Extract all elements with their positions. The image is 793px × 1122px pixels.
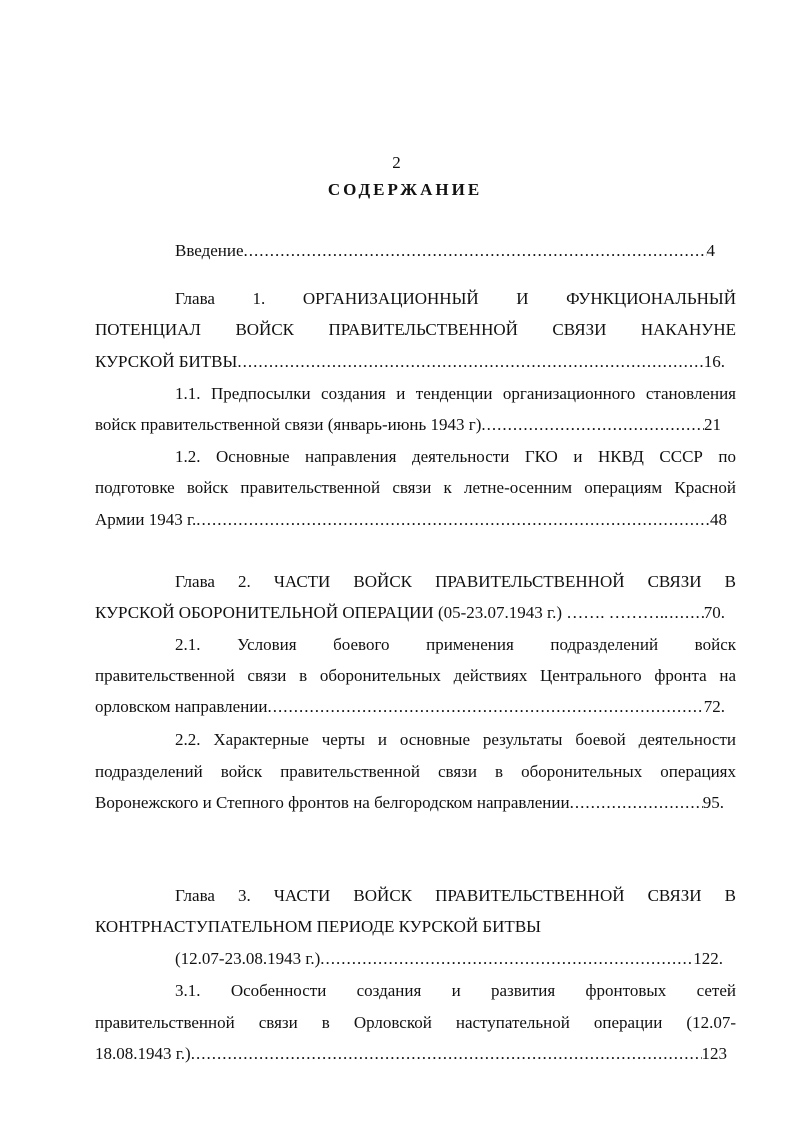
toc-chapter-3-line-2: КОНТРНАСТУПАТЕЛЬНОМ ПЕРИОДЕ КУРСКОЙ БИТВЫ [95,917,541,936]
toc-leader-dots [481,415,704,435]
toc-section-2-2-line-2: подразделений войск правительственной связи в оборонительных операциях [95,762,736,781]
toc-entry-page: 123 [701,1044,727,1063]
toc-section-2-1-line-2: правительственной связи в оборонительных действиях Центрального фронта на [95,666,736,685]
toc-entry-text: Воронежского и Степного фронтов на белгородском направлении [95,793,570,812]
toc-section-1-2-line-1: 1.2. Основные направления деятельности ГКО и НКВД СССР по [175,447,736,466]
toc-chapter-2-line-1: Глава 2. ЧАСТИ ВОЙСК ПРАВИТЕЛЬСТВЕННОЙ СВЯЗИ В [175,572,736,591]
toc-entry-page: 16. [703,352,725,371]
toc-section-2-2-line-1: 2.2. Характерные черты и основные результаты боевой деятельности [175,730,736,749]
toc-entry-text: 18.08.1943 г.) [95,1044,191,1063]
toc-chapter-1-line-1: Глава 1. ОРГАНИЗАЦИОННЫЙ И ФУНКЦИОНАЛЬНЫЙ [175,289,736,308]
toc-leader-dots [191,1044,702,1064]
toc-section-3-1-line-1: 3.1. Особенности создания и развития фронтовых сетей [175,981,736,1000]
toc-entry-page: 70. [703,603,725,622]
toc-entry-text: Введение [175,241,244,260]
toc-chapter-1-line-2: ПОТЕНЦИАЛ ВОЙСК ПРАВИТЕЛЬСТВЕННОЙ СВЯЗИ НАКАНУНЕ [95,320,736,339]
toc-entry-text: (12.07-23.08.1943 г.) [175,949,321,968]
toc-leader-dots [196,510,710,530]
toc-entry-page: 95. [702,793,724,812]
toc-section-3-1-line-3 [95,1044,727,1064]
toc-entry-text: Армии 1943 г. [95,510,197,529]
toc-leader-dots [237,352,703,372]
toc-leader-dots [268,697,704,717]
toc-section-1-2-line-3 [95,510,727,530]
toc-section-1-2-line-2: подготовке войск правительственной связи к летне-осенним операциям Красной [95,478,736,497]
toc-leader-dots [244,241,707,261]
toc-chapter-3-line-1: Глава 3. ЧАСТИ ВОЙСК ПРАВИТЕЛЬСТВЕННОЙ СВЯЗИ В [175,886,736,905]
toc-chapter-3-line-3 [175,949,723,969]
toc-section-2-1-line-3 [95,697,725,717]
toc-section-1-1-line-2 [95,415,721,435]
toc-entry-text: КУРСКОЙ ОБОРОНИТЕЛЬНОЙ ОПЕРАЦИИ (05-23.07.1943 г.) ……. ………. [95,603,664,622]
toc-entry-page: 122. [693,949,723,968]
toc-chapter-2-line-2 [95,603,725,623]
toc-entry-text: КУРСКОЙ БИТВЫ [95,352,238,371]
toc-entry-page: 48 [710,510,727,529]
toc-section-1-1-line-1: 1.1. Предпосылки создания и тенденции организационного становления [175,384,736,403]
toc-leader-dots [320,949,693,969]
toc-leader-dots [570,793,703,813]
toc-leader-dots [664,603,704,623]
toc-section-3-1-line-2: правительственной связи в Орловской наступательной операции (12.07- [95,1013,736,1032]
toc-section-2-1-line-1: 2.1. Условия боевого применения подразделений войск [175,635,736,654]
toc-entry-text: войск правительственной связи (январь-июнь 1943 г) [95,415,482,434]
toc-chapter-1-line-3 [95,352,735,372]
toc-entry-intro [175,241,715,261]
page-title: СОДЕРЖАНИЕ [327,180,483,199]
toc-section-2-2-line-3 [95,793,724,813]
page-number: 2 [392,153,401,172]
toc-entry-page: 72. [703,697,725,716]
toc-entry-page: 21 [704,415,721,434]
toc-entry-page: 4 [706,241,715,260]
toc-entry-text: орловском направлении [95,697,268,716]
